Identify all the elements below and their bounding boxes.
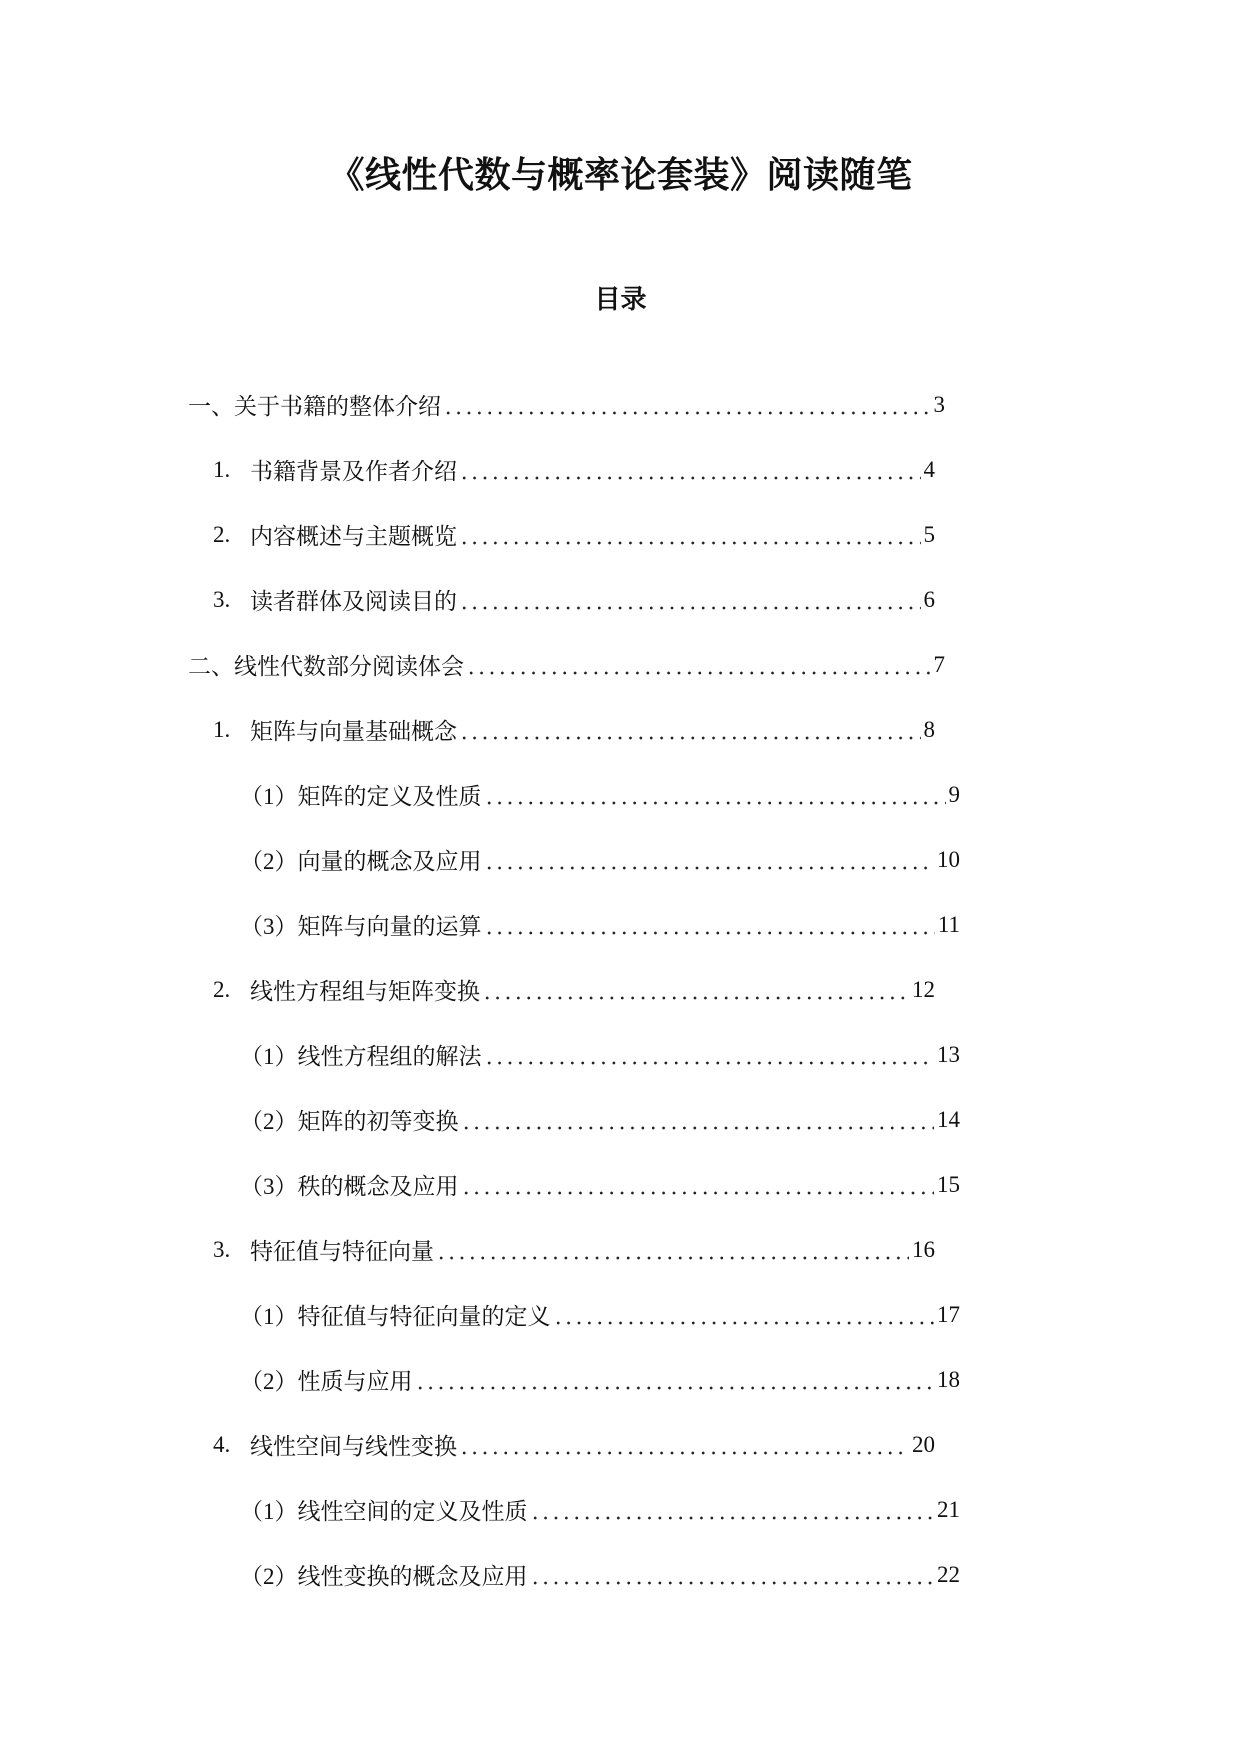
toc-entry[interactable]	[213, 1412, 935, 1477]
toc-leader-dots	[459, 605, 921, 611]
toc-entry[interactable]	[240, 1347, 960, 1412]
toc-leader-dots	[459, 540, 921, 546]
toc-entry[interactable]	[213, 437, 935, 502]
toc-leader-dots	[482, 995, 909, 1001]
toc-heading: 目录	[594, 285, 647, 314]
toc-entry-label: 特征值与特征向量	[250, 1239, 434, 1264]
toc-entry-label: （2）线性变换的概念及应用	[240, 1564, 528, 1589]
toc-entry[interactable]	[240, 1282, 960, 1347]
toc-entry-label: （2）矩阵的初等变换	[240, 1109, 459, 1134]
toc-entry-page-number: 4	[923, 456, 935, 482]
toc-entry[interactable]	[213, 502, 935, 567]
toc-entry-page-number: 22	[937, 1561, 960, 1587]
toc-entry[interactable]	[213, 697, 935, 762]
toc-entry-page-number: 14	[937, 1106, 960, 1132]
toc-entry[interactable]	[240, 1477, 960, 1542]
toc-entry[interactable]	[240, 1542, 960, 1607]
toc-leader-dots	[484, 930, 935, 936]
toc-leader-dots	[530, 1515, 935, 1521]
toc-entry-page-number: 6	[923, 586, 935, 612]
toc-entry-number: 4.	[213, 1431, 231, 1457]
toc-entry-page-number: 10	[937, 846, 960, 872]
toc-entry-label: （3）矩阵与向量的运算	[240, 914, 482, 939]
toc-entry-page-number: 21	[937, 1496, 960, 1522]
toc-leader-dots	[484, 800, 946, 806]
toc-entry-number: 2.	[213, 521, 231, 547]
toc-entry-page-number: 7	[933, 651, 945, 677]
toc-leader-dots	[553, 1320, 935, 1326]
document-title: 《线性代数与概率论套装》阅读随笔	[328, 155, 913, 195]
toc-entry-label: （1）矩阵的定义及性质	[240, 784, 482, 809]
toc-leader-dots	[484, 865, 935, 871]
toc-entry[interactable]	[213, 1217, 935, 1282]
toc-entry-label: 书籍背景及作者介绍	[250, 459, 457, 484]
toc-entry-label: 读者群体及阅读目的	[250, 589, 457, 614]
toc-entry-label: 线性空间与线性变换	[250, 1434, 457, 1459]
toc-entry-page-number: 15	[937, 1171, 960, 1197]
toc-entry-label: （2）向量的概念及应用	[240, 849, 482, 874]
toc-entry-page-number: 5	[923, 521, 935, 547]
toc-entry-page-number: 17	[937, 1301, 960, 1327]
toc-entry[interactable]	[240, 892, 960, 957]
toc-entry-label: （2）性质与应用	[240, 1369, 413, 1394]
toc-leader-dots	[436, 1255, 909, 1261]
toc-entry[interactable]	[240, 827, 960, 892]
toc-entry-label: 线性方程组与矩阵变换	[250, 979, 480, 1004]
toc-entry-number: 1.	[213, 716, 231, 742]
toc-entry[interactable]	[188, 372, 945, 437]
toc-entry-number: 1.	[213, 456, 231, 482]
toc-entry-number: 3.	[213, 1236, 231, 1262]
toc-entry[interactable]	[240, 1152, 960, 1217]
toc-entry-page-number: 11	[937, 911, 960, 937]
toc-entry[interactable]	[240, 1022, 960, 1087]
toc-list	[0, 372, 1241, 1607]
toc-leader-dots	[415, 1385, 935, 1391]
toc-entry-label: 内容概述与主题概览	[250, 524, 457, 549]
toc-entry-label: （1）线性空间的定义及性质	[240, 1499, 528, 1524]
toc-entry-label: 一、关于书籍的整体介绍	[188, 394, 441, 419]
toc-entry-page-number: 16	[912, 1236, 935, 1262]
toc-leader-dots	[461, 1125, 935, 1131]
toc-entry[interactable]	[213, 957, 935, 1022]
toc-entry-number: 3.	[213, 586, 231, 612]
toc-entry-number: 2.	[213, 976, 231, 1002]
toc-entry-label: （3）秩的概念及应用	[240, 1174, 459, 1199]
toc-entry-label: 二、线性代数部分阅读体会	[188, 654, 464, 679]
toc-leader-dots	[461, 1190, 935, 1196]
toc-entry-page-number: 13	[937, 1041, 960, 1067]
toc-entry[interactable]	[188, 632, 945, 697]
toc-entry-label: （1）特征值与特征向量的定义	[240, 1304, 551, 1329]
toc-leader-dots	[459, 735, 921, 741]
toc-entry[interactable]	[240, 762, 960, 827]
toc-leader-dots	[466, 670, 931, 676]
toc-entry-page-number: 12	[912, 976, 935, 1002]
toc-entry-page-number: 8	[923, 716, 935, 742]
toc-entry-page-number: 3	[933, 391, 945, 417]
toc-entry[interactable]	[213, 567, 935, 632]
toc-entry-page-number: 9	[948, 781, 960, 807]
toc-leader-dots	[459, 1450, 909, 1456]
toc-entry-label: （1）线性方程组的解法	[240, 1044, 482, 1069]
toc-leader-dots	[530, 1580, 935, 1586]
toc-leader-dots	[443, 410, 931, 416]
toc-leader-dots	[459, 475, 921, 481]
toc-entry-label: 矩阵与向量基础概念	[250, 719, 457, 744]
toc-leader-dots	[484, 1060, 935, 1066]
toc-entry-page-number: 20	[912, 1431, 935, 1457]
toc-entry[interactable]	[240, 1087, 960, 1152]
toc-entry-page-number: 18	[937, 1366, 960, 1392]
